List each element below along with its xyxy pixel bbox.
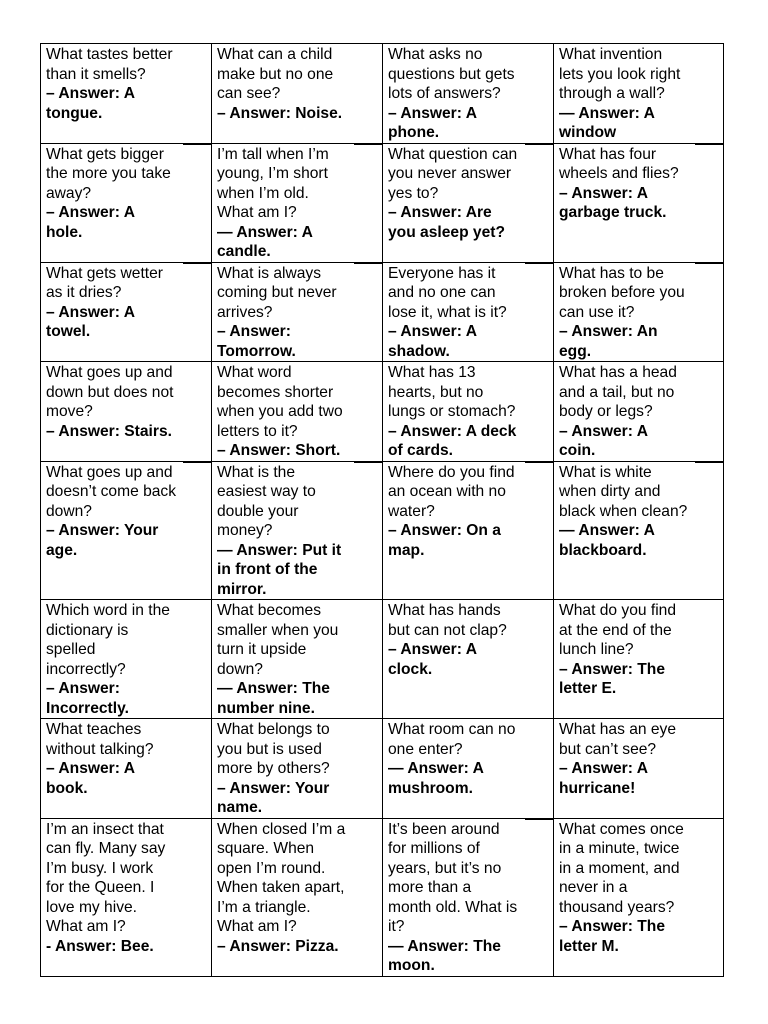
- riddle-answer: — Answer: A candle.: [217, 223, 313, 260]
- riddle-question: Everyone has it and no one can lose it, what is it?: [388, 264, 507, 321]
- riddle-question: Where do you find an ocean with no water?: [388, 463, 515, 520]
- riddle-question: What gets bigger the more you take away?: [46, 145, 171, 202]
- riddle-question: What has four wheels and flies?: [559, 145, 679, 182]
- riddle-answer: — Answer: Put it in front of the mirror.: [217, 541, 342, 598]
- riddle-answer: – Answer: A coin.: [559, 422, 648, 459]
- riddle-answer: – Answer: A shadow.: [388, 323, 477, 360]
- riddle-question: What has a head and a tail, but no body or legs?: [559, 364, 677, 420]
- riddle-cell: [212, 600, 383, 719]
- riddle-cell: [212, 143, 383, 262]
- riddle-cell: [554, 719, 724, 819]
- riddle-cell: [212, 44, 383, 144]
- riddle-question: What gets wetter as it dries?: [46, 264, 163, 301]
- riddle-cell: [554, 600, 724, 719]
- riddle-table: [40, 43, 724, 977]
- riddle-cell: [212, 362, 383, 462]
- riddle-answer: – Answer: The letter E.: [559, 660, 666, 697]
- riddle-cell: [41, 143, 212, 262]
- riddle-answer: – Answer: A garbage truck.: [559, 184, 667, 221]
- riddle-cell: [41, 44, 212, 144]
- riddle-answer: — Answer: A window: [559, 104, 655, 141]
- riddle-cell: [383, 461, 554, 600]
- riddle-answer: — Answer: A blackboard.: [559, 522, 655, 559]
- riddle-question: What asks no questions but gets lots of answers?: [388, 46, 515, 102]
- riddle-answer: – Answer: A book.: [46, 760, 135, 797]
- riddle-question: I’m an insect that can fly. Many say I’m busy. I work for the Queen. I love my hive. What am I?: [46, 820, 166, 935]
- riddle-row: [41, 44, 724, 144]
- riddle-question: I’m tall when I’m young, I’m short when I’m old. What am I?: [217, 145, 329, 221]
- riddle-question: What do you find at the end of the lunch line?: [559, 602, 677, 658]
- riddle-question: What can a child make but no one can see?: [217, 46, 334, 102]
- riddle-question: What is the easiest way to double your money?: [217, 463, 316, 539]
- riddle-cell: [554, 262, 724, 362]
- riddle-cell: [383, 143, 554, 262]
- riddle-question: What is white when dirty and black when clean?: [559, 463, 688, 520]
- riddle-cell: [41, 362, 212, 462]
- riddle-answer: – Answer: The letter M.: [559, 918, 666, 955]
- riddle-answer: – Answer: Pizza.: [217, 937, 339, 955]
- riddle-cell: [41, 600, 212, 719]
- riddle-row: [41, 143, 724, 262]
- riddle-question: What has to be broken before you can use it?: [559, 264, 685, 321]
- riddle-answer: — Answer: The number nine.: [217, 680, 330, 717]
- riddle-answer: – Answer: A clock.: [388, 641, 477, 678]
- riddle-cell: [212, 262, 383, 362]
- riddle-answer: – Answer: A hole.: [46, 204, 135, 241]
- riddle-answer: – Answer: Stairs.: [46, 422, 172, 440]
- riddle-question: What invention lets you look right through a wall?: [559, 46, 681, 102]
- riddle-answer: — Answer: A mushroom.: [388, 760, 484, 797]
- riddle-row: [41, 262, 724, 362]
- riddle-cell: [41, 818, 212, 976]
- riddle-question: What tastes better than it smells?: [46, 46, 173, 83]
- riddle-question: What question can you never answer yes to?: [388, 145, 518, 202]
- riddle-answer: – Answer: Short.: [217, 442, 341, 459]
- riddle-question: What goes up and doesn’t come back down?: [46, 463, 177, 520]
- riddle-question: What goes up and down but does not move?: [46, 364, 174, 420]
- riddle-question: What is always coming but never arrives?: [217, 264, 337, 321]
- riddle-question: When closed I’m a square. When open I’m round. When taken apart, I’m a triangle. What am I?: [217, 820, 346, 935]
- riddle-answer: – Answer: A deck of cards.: [388, 422, 517, 459]
- riddle-table-body: [41, 44, 724, 977]
- riddle-answer: – Answer: A hurricane!: [559, 760, 648, 797]
- riddle-cell: [554, 461, 724, 600]
- riddle-row: [41, 461, 724, 600]
- riddle-cell: [383, 262, 554, 362]
- riddle-cell: [212, 719, 383, 819]
- riddle-answer: – Answer: An egg.: [559, 323, 658, 360]
- riddle-answer: – Answer: A tongue.: [46, 85, 135, 122]
- riddle-row: [41, 362, 724, 462]
- riddle-question: What word becomes shorter when you add two letters to it?: [217, 364, 343, 440]
- riddle-row: [41, 818, 724, 976]
- riddle-answer: — Answer: The moon.: [388, 937, 501, 974]
- riddle-cell: [41, 719, 212, 819]
- riddle-question: What belongs to you but is used more by others?: [217, 721, 330, 777]
- riddle-question: What has hands but can not clap?: [388, 602, 507, 639]
- riddle-question: What room can no one enter?: [388, 721, 516, 758]
- riddle-answer: – Answer: Noise.: [217, 104, 343, 122]
- riddle-cell: [383, 600, 554, 719]
- riddle-cell: [212, 461, 383, 600]
- riddle-row: [41, 719, 724, 819]
- riddle-answer: – Answer: Your age.: [46, 522, 159, 559]
- riddle-question: What comes once in a minute, twice in a moment, and never in a thousand years?: [559, 820, 684, 916]
- riddle-answer: – Answer: A towel.: [46, 303, 135, 340]
- riddle-question: It’s been around for millions of years, but it’s no more than a month old. What is it?: [388, 820, 518, 935]
- riddle-cell: [383, 362, 554, 462]
- riddle-cell: [41, 262, 212, 362]
- riddle-question: Which word in the dictionary is spelled incorrectly?: [46, 602, 170, 678]
- riddle-answer: – Answer: Are you asleep yet?: [388, 204, 505, 241]
- riddle-cell: [383, 818, 554, 976]
- riddle-cell: [554, 143, 724, 262]
- riddle-cell: [212, 818, 383, 976]
- riddle-question: What teaches without talking?: [46, 721, 154, 758]
- riddle-cell: [554, 362, 724, 462]
- riddle-cell: [554, 44, 724, 144]
- riddle-question: What has 13 hearts, but no lungs or stomach?: [388, 364, 516, 420]
- riddle-question: What becomes smaller when you turn it upside down?: [217, 602, 339, 678]
- riddle-answer: – Answer: On a map.: [388, 522, 501, 559]
- riddle-answer: – Answer: Your name.: [217, 779, 330, 816]
- riddle-answer: – Answer: Tomorrow.: [217, 323, 296, 360]
- riddle-answer: - Answer: Bee.: [46, 937, 154, 955]
- riddle-cell: [554, 818, 724, 976]
- riddle-question: What has an eye but can’t see?: [559, 721, 677, 758]
- riddle-row: [41, 600, 724, 719]
- riddle-answer: – Answer: A phone.: [388, 104, 477, 141]
- riddle-answer: – Answer: Incorrectly.: [46, 680, 129, 717]
- riddle-cell: [383, 44, 554, 144]
- riddle-cell: [383, 719, 554, 819]
- riddle-cell: [41, 461, 212, 600]
